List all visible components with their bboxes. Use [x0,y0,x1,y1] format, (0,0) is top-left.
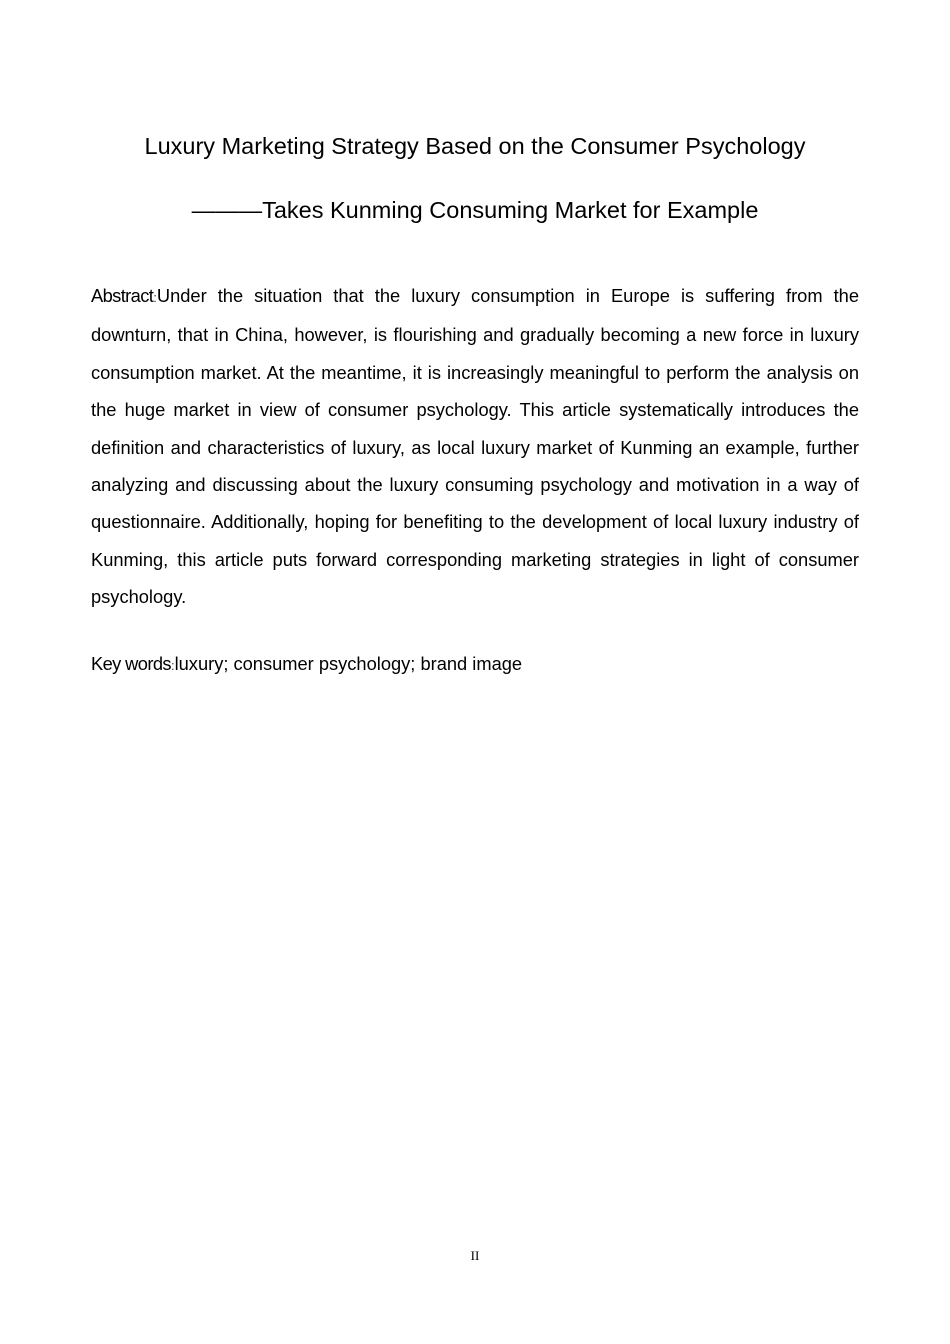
keywords-line [91,647,859,683]
keywords-separator: : [170,658,175,673]
keywords-label: Key words [91,653,171,674]
page-number: II [470,1248,480,1263]
abstract-paragraph [91,277,859,616]
paper-title: Luxury Marketing Strategy Based on the Consumer Psychology [144,133,806,159]
keywords-text: luxury; consumer psychology; brand image [174,653,523,674]
abstract-text: Under the situation that the luxury consumption in Europe is suffering from the downturn, that in China, however, is flourishing and gradually becoming a new force in luxury consumption market. At the meantime, it is increasingly meaningful to perform the analysis on the huge market in view of consumer psychology. This article systematically introduces the definition and characteristics of luxury, as local luxury market of Kunming an example, further analyzing and discussing about the luxury consuming psychology and motivation in a way of questionnaire. Additionally, hoping for benefiting to the development of local luxury industry of Kunming, this article puts forward corresponding marketing strategies in light of consumer psychology. [91,285,859,608]
paper-subtitle: ———Takes Kunming Consuming Market for Example [191,197,759,223]
abstract-label: Abstract [91,285,154,306]
abstract-separator: : [153,290,157,305]
